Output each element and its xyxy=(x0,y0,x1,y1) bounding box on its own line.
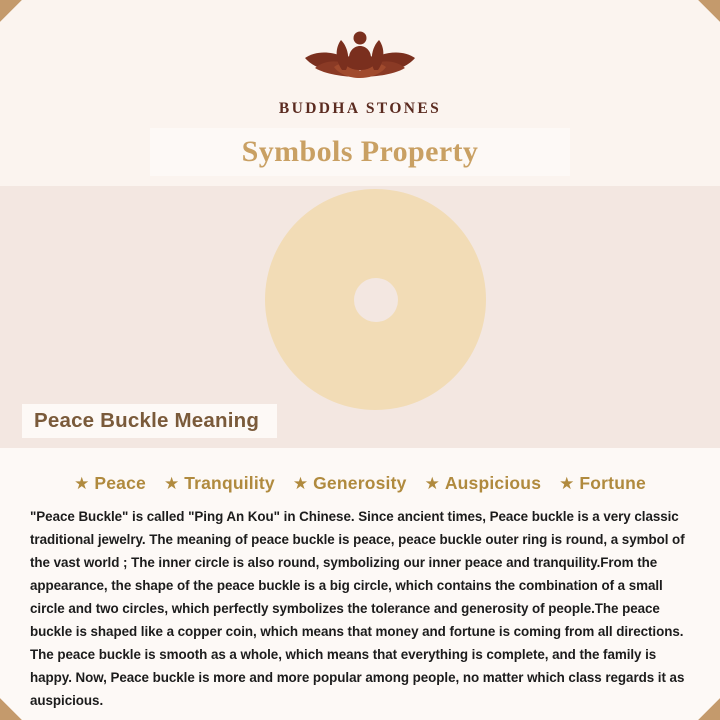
star-icon: ★ xyxy=(424,474,440,493)
list-item xyxy=(293,473,407,494)
peace-buckle-disc xyxy=(265,189,486,410)
page-title-text: Symbols Property xyxy=(241,135,479,168)
list-item xyxy=(74,473,146,494)
keyword-label: Auspicious xyxy=(444,473,542,493)
star-icon: ★ xyxy=(559,474,575,493)
section-label xyxy=(22,404,277,438)
list-item xyxy=(559,473,646,494)
brand-name: BUDDHA STONES xyxy=(278,100,442,117)
keyword-label: Fortune xyxy=(579,473,646,493)
keyword-label: Peace xyxy=(94,473,146,493)
keyword-list xyxy=(0,473,720,494)
list-item xyxy=(164,473,275,494)
body-paragraph: "Peace Buckle" is called "Ping An Kou" in Chinese. Since ancient times, Peace buckle is a very classic traditional jewelry. The meaning of peace buckle is peace, peace buckle outer ring is round, a symbol of the vast world ; The inner circle is also round, symbolizing our inner peace and tranquility.From the appearance, the shape of the peace buckle is a big circle, which contains the combination of a small circle and two circles, which perfectly symbolizes the tolerance and generosity of people.The peace buckle is shaped like a copper coin, which means that money and fortune is coming from all directions. The peace buckle is smooth as a whole, which means that everything is complete, and the family is happy. Now, Peace buckle is more and more popular among people, no matter which class regards it as auspicious. xyxy=(30,509,685,709)
peace-buckle-disc-hole xyxy=(354,278,398,322)
keyword-label: Generosity xyxy=(313,473,407,493)
keyword-label: Tranquility xyxy=(184,473,275,493)
section-label-text: Peace Buckle Meaning xyxy=(34,409,260,432)
star-icon: ★ xyxy=(74,474,90,493)
list-item xyxy=(425,473,542,494)
brand-logo xyxy=(0,24,720,118)
star-icon: ★ xyxy=(292,474,309,493)
star-icon: ★ xyxy=(163,474,180,493)
lotus-meditation-icon xyxy=(285,24,435,94)
page-title xyxy=(150,128,570,176)
